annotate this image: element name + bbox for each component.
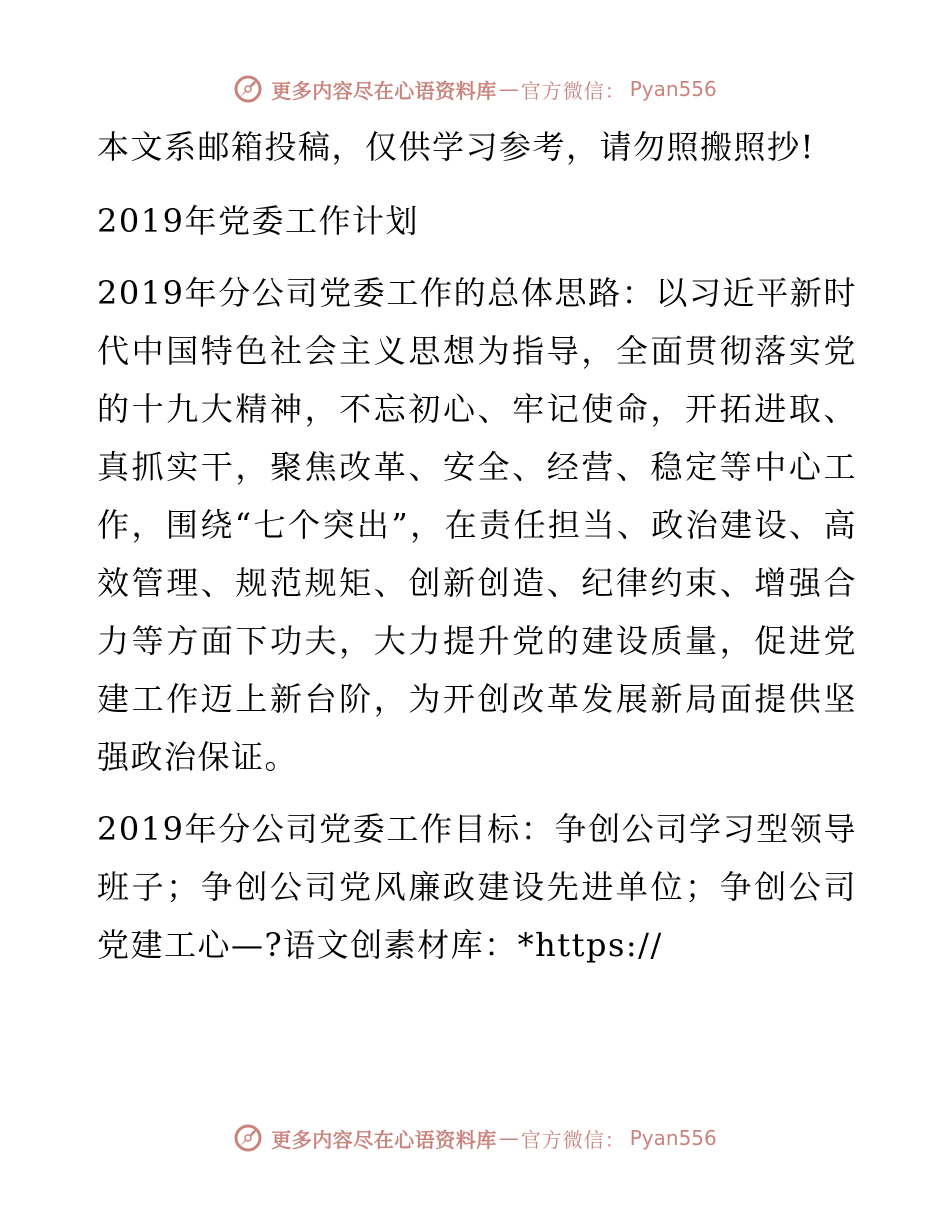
document-title: 2019年党委工作计划 — [97, 202, 419, 240]
header-watermark — [0, 71, 950, 107]
copyright-notice: 本文系邮箱投稿，仅供学习参考，请勿照搬照抄! — [97, 128, 815, 166]
quill-circle-logo-icon — [233, 74, 263, 104]
watermark-separator: — — [498, 77, 519, 101]
watermark-brand: 更多内容尽在心语资料库 — [271, 78, 497, 103]
watermark-label: 官方微信： — [520, 78, 626, 103]
document-body — [97, 118, 857, 974]
footer-watermark — [0, 1120, 950, 1156]
quill-circle-logo-icon — [233, 1123, 263, 1153]
paragraph-work-goals: 2019年分公司党委工作目标：争创公司学习型领导班子；争创公司党风廉政建设先进单位；争创公司党建工心—?语文创素材库：*https:// — [97, 810, 857, 964]
paragraph-overall-approach: 2019年分公司党委工作的总体思路：以习近平新时代中国特色社会主义思想为指导，全面贯彻落实党的十九大精神，不忘初心、牢记使命，开拓进取、真抓实干，聚焦改革、安全、经营、稳定等中心工作，围绕“七个突出”，在责任担当、政治建设、高效管理、规范规矩、创新创造、纪律约束、增强合力等方面下功夫，大力提升党的建设质量，促进党建工作迈上新台阶，为开创改革发展新局面提供坚强政治保证。 — [97, 274, 857, 776]
watermark-brand: 更多内容尽在心语资料库 — [271, 1127, 497, 1152]
watermark-label: 官方微信： — [520, 1127, 626, 1152]
watermark-wechat-id: Pyan556 — [629, 77, 717, 101]
watermark-wechat-id: Pyan556 — [629, 1126, 717, 1150]
watermark-separator: — — [498, 1126, 519, 1150]
